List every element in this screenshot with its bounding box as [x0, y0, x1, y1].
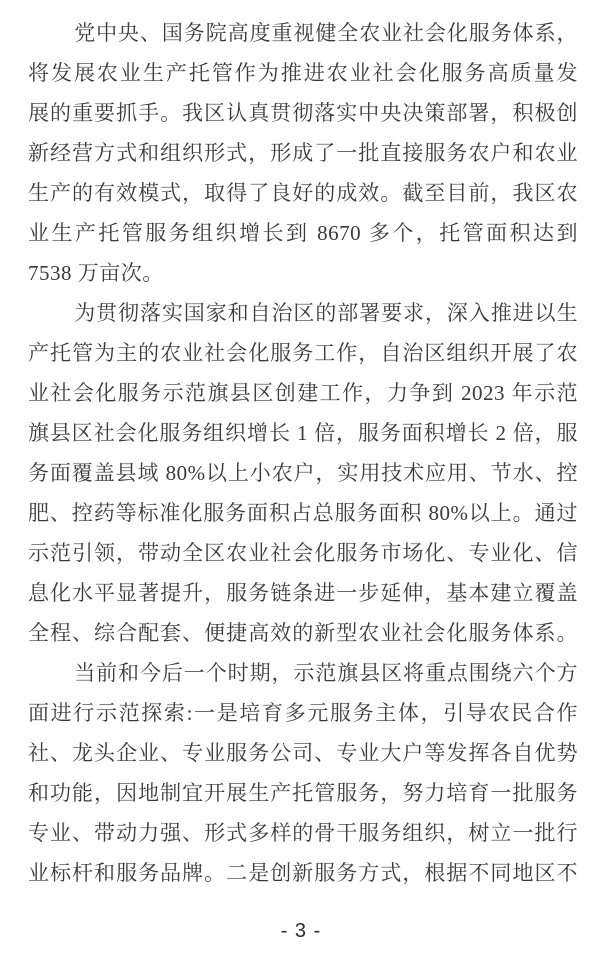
page-number: - 3 - [280, 920, 322, 942]
text-line: 旗县区社会化服务组织增长 1 倍，服务面积增长 2 倍，服 [28, 421, 578, 445]
text-line: 将发展农业生产托管作为推进农业社会化服务高质量发 [28, 61, 578, 85]
text-line: 全程、综合配套、便捷高效的新型农业社会化服务体系。 [28, 621, 578, 645]
document-body [28, 13, 578, 893]
text-line: 和功能，因地制宜开展生产托管服务，努力培育一批服务 [28, 781, 578, 805]
text-line: 专业、带动力强、形式多样的骨干服务组织，树立一批行 [28, 821, 578, 845]
text-line: 肥、控药等标准化服务面积占总服务面积 80%以上。通过 [28, 501, 578, 525]
text-line: 当前和今后一个时期，示范旗县区将重点围绕六个方 [74, 661, 578, 685]
text-line: 新经营方式和组织形式，形成了一批直接服务农户和农业 [28, 141, 578, 165]
text-line: 党中央、国务院高度重视健全农业社会化服务体系， [74, 21, 578, 45]
text-line: 务面覆盖县域 80%以上小农户，实用技术应用、节水、控 [28, 461, 578, 485]
text-line: 展的重要抓手。我区认真贯彻落实中央决策部署，积极创 [28, 101, 578, 125]
text-line: 业标杆和服务品牌。二是创新服务方式，根据不同地区不 [28, 861, 578, 885]
text-line: 产托管为主的农业社会化服务工作，自治区组织开展了农 [28, 341, 578, 365]
text-line: 息化水平显著提升，服务链条进一步延伸，基本建立覆盖 [28, 581, 578, 605]
text-line: 7538 万亩次。 [28, 261, 164, 285]
text-line: 为贯彻落实国家和自治区的部署要求，深入推进以生 [74, 301, 578, 325]
text-line: 面进行示范探索:一是培育多元服务主体，引导农民合作 [28, 701, 578, 725]
text-line: 业生产托管服务组织增长到 8670 多个，托管面积达到 [28, 221, 578, 245]
text-line: 生产的有效模式，取得了良好的成效。截至目前，我区农 [28, 181, 578, 205]
text-line: 业社会化服务示范旗县区创建工作，力争到 2023 年示范 [28, 381, 578, 405]
text-line: 社、龙头企业、专业服务公司、专业大户等发挥各自优势 [28, 741, 578, 765]
text-line: 示范引领，带动全区农业社会化服务市场化、专业化、信 [28, 541, 578, 565]
